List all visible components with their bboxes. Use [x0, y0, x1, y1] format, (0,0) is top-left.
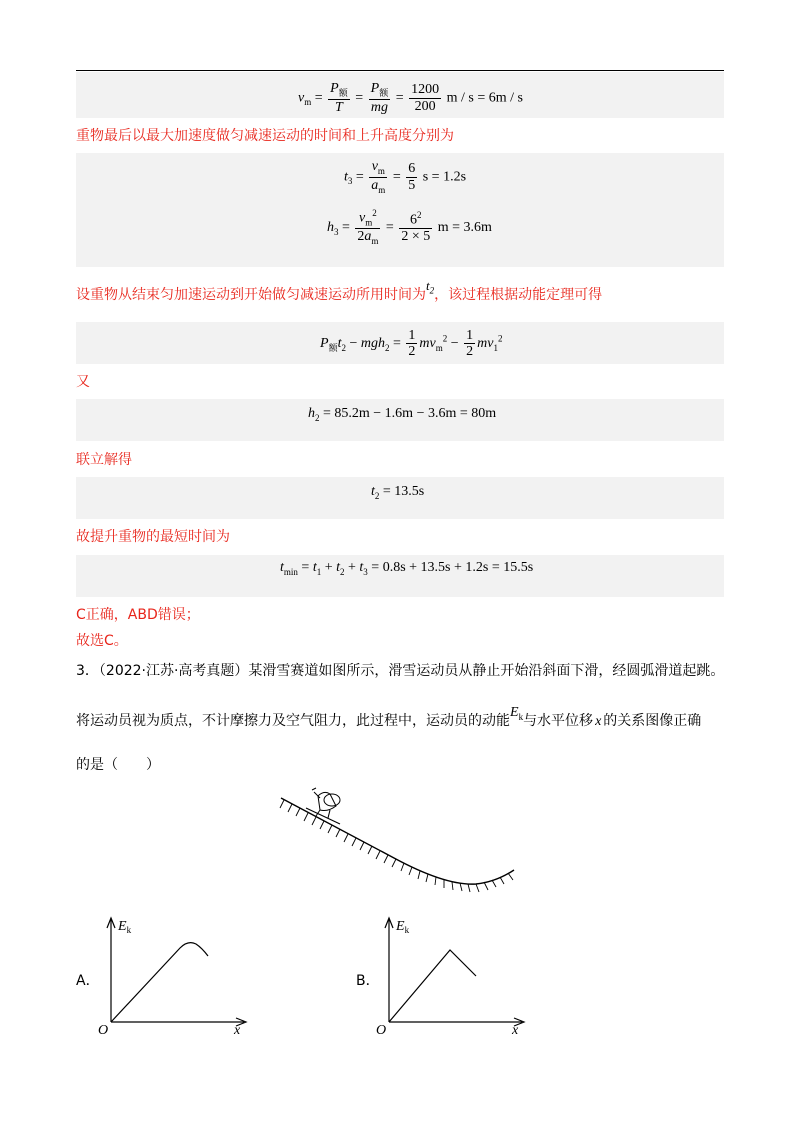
option-a-graph	[96, 912, 256, 1036]
q3-line3: 的是（ ）	[76, 757, 160, 773]
q3-line1: 3．（2022·江苏·高考真题）某滑雪赛道如图所示，滑雪运动员从静止开始沿斜面下滑，经圆弧滑道起跳。	[76, 663, 725, 679]
equation-h2: $h_2 = 85.2m - 1.6m - 3.6m = 80m$	[308, 406, 497, 423]
equation-energy: $P_额t_2 - mgh_2$ = $\frac{1}{2}$ $mv_m^2$ − $\frac{1}{2}$ $mv_1^2$	[320, 328, 503, 360]
equation-box-t3-h3	[76, 153, 724, 267]
equation-box-h2	[76, 399, 724, 441]
equation-box-vm	[76, 72, 724, 118]
ek-curve-b	[389, 950, 476, 1022]
y-axis-label: $E_k$	[118, 919, 132, 935]
slope-hatching	[280, 800, 513, 892]
text-correct: C正确，ABD错误；	[76, 607, 200, 623]
text-lianli: 联立解得	[76, 452, 132, 468]
q3-line2: 将运动员视为质点，不计摩擦力及空气阻力，此过程中，运动员的动能$E_k$与水平位移 x 的关系图像正确	[76, 705, 702, 729]
ek-curve-a	[111, 943, 208, 1022]
equation-vm: $v_m$ = $\frac{P_额}{T}$ = $\frac{P_额}{mg}$ = $\frac{1200}{200}$ m / s = 6m / s	[298, 81, 523, 115]
x-axis-label: x	[234, 1023, 241, 1036]
text-you: 又	[76, 374, 90, 390]
slope-surface	[281, 798, 514, 884]
equation-box-energy	[76, 322, 724, 364]
skier-icon	[306, 788, 340, 824]
ski-slope-figure	[276, 786, 526, 898]
equation-t2: $t_2 = 13.5s$	[371, 484, 425, 501]
equation-box-t2	[76, 477, 724, 519]
equation-h3: $h_3$ = $\frac{v_m^2}{2a_m}$ = $\frac{6^2}{2 \times 5}$ m = 3.6m	[327, 208, 492, 247]
text-decel: 重物最后以最大加速度做匀减速运动的时间和上升高度分别为	[76, 128, 454, 144]
option-b-graph	[374, 912, 534, 1036]
option-b-label: B．	[356, 973, 380, 989]
text-t2: 设重物从结束匀加速运动到开始做匀减速运动所用时间为$t_2$，该过程根据动能定理可得	[76, 278, 603, 303]
option-a-label: A．	[76, 973, 100, 989]
equation-box-tmin	[76, 555, 724, 597]
header-rule	[76, 70, 724, 71]
y-axis-label: $E_k$	[396, 919, 410, 935]
text-guti: 故提升重物的最短时间为	[76, 529, 230, 545]
origin-label: O	[376, 1023, 387, 1036]
text-choose: 故选C。	[76, 633, 128, 649]
equation-t3: $t_3$ = $\frac{v_m}{a_m}$ = $\frac{6}{5}$ s = 1.2s	[344, 159, 467, 195]
equation-tmin: $t_{min} = t_1 + t_2 + t_3 = 0.8s + 13.5s + 1.2s = 15.5s$	[280, 560, 534, 577]
origin-label: O	[98, 1023, 109, 1036]
x-axis-label: x	[512, 1023, 519, 1036]
